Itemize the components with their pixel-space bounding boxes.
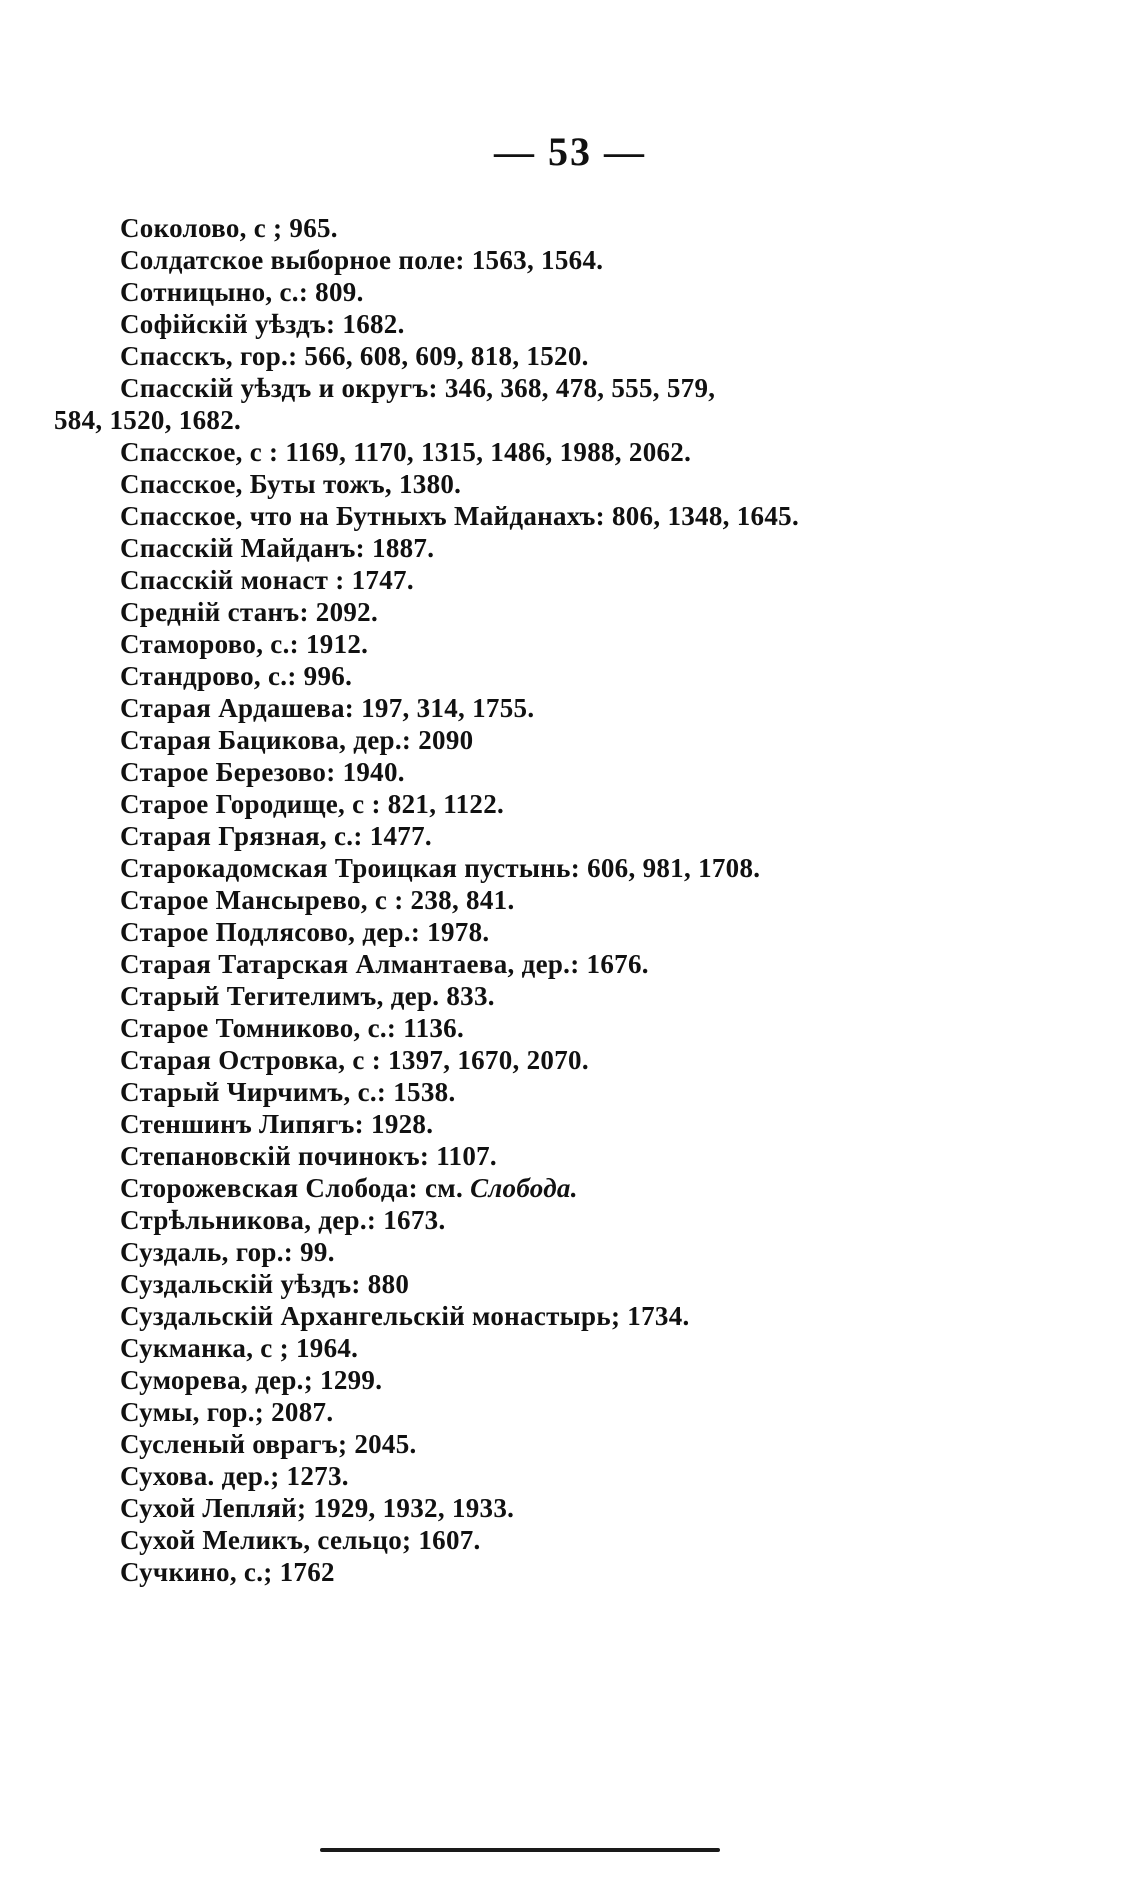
index-entry (120, 1012, 1040, 1044)
index-entry-text: Сухой Меликъ, сельцо; 1607. (120, 1525, 481, 1555)
index-entry (120, 532, 1040, 564)
index-entry-text: Суздаль, гор.: 99. (120, 1237, 335, 1267)
index-entry (120, 308, 1040, 340)
index-entry (120, 1460, 1040, 1492)
index-entry-text: Средній станъ: 2092. (120, 597, 379, 627)
index-entry-text: Сучкино, с.; 1762 (120, 1557, 335, 1587)
index-entry-text: Суздальскій Архангельскій монастырь; 1734. (120, 1301, 690, 1331)
index-entry-text: Сухова. дер.; 1273. (120, 1461, 349, 1491)
index-entry (120, 1044, 1040, 1076)
index-entry (120, 1492, 1040, 1524)
index-entry (120, 1140, 1040, 1172)
index-entry (120, 1364, 1040, 1396)
index-entry (120, 724, 1040, 756)
index-entry-text: Старая Грязная, с.: 1477. (120, 821, 432, 851)
index-entry-text: Спасскій уѣздъ и округъ: 346, 368, 478, 555, 579, (120, 373, 716, 403)
index-entry (120, 1332, 1040, 1364)
index-entry-text: Сухой Лепляй; 1929, 1932, 1933. (120, 1493, 515, 1523)
index-entry (120, 436, 1040, 468)
index-entry (120, 1556, 1040, 1588)
index-entry (120, 564, 1040, 596)
index-entry-text: Спасскъ, гор.: 566, 608, 609, 818, 1520. (120, 341, 589, 371)
index-entry-text: Спасское, Буты тожъ, 1380. (120, 469, 462, 499)
index-entry-cross-reference: Слобода. (470, 1173, 578, 1203)
index-entry-text: Спасское, что на Бутныхъ Майданахъ: 806, 1348, 1645. (120, 501, 799, 531)
index-entry (120, 852, 1040, 884)
index-entry (120, 212, 1040, 244)
index-entry (120, 756, 1040, 788)
index-entry (120, 1108, 1040, 1140)
index-entry-text: Софійскій уѣздъ: 1682. (120, 309, 405, 339)
index-entry-text: Спасскій Майданъ: 1887. (120, 533, 435, 563)
index-entry-list (54, 212, 1040, 1588)
page-number: — 53 — (494, 129, 646, 174)
index-entry-text: Суздальскій уѣздъ: 880 (120, 1269, 410, 1299)
index-entry-text: Старое Подлясово, дер.: 1978. (120, 917, 490, 947)
index-entry-text: Старая Ардашева: 197, 314, 1755. (120, 693, 535, 723)
index-entry (120, 884, 1040, 916)
index-entry-text: Старое Городище, с : 821, 1122. (120, 789, 505, 819)
index-entry (120, 1076, 1040, 1108)
index-entry-continuation: 584, 1520, 1682. (54, 405, 242, 435)
index-entry (120, 596, 1040, 628)
index-entry-text: Солдатское выборное поле: 1563, 1564. (120, 245, 604, 275)
index-entry (120, 788, 1040, 820)
index-entry-text: Соколово, с ; 965. (120, 213, 338, 243)
index-entry-text: Сукманка, с ; 1964. (120, 1333, 359, 1363)
index-entry-text: Сумы, гор.; 2087. (120, 1397, 334, 1427)
index-entry (120, 1428, 1040, 1460)
index-entry (120, 1396, 1040, 1428)
index-entry-text: Спасскій монаст : 1747. (120, 565, 414, 595)
index-entry-text: Стандрово, с.: 996. (120, 661, 353, 691)
index-entry (120, 1204, 1040, 1236)
index-entry-text: Старое Мансырево, с : 238, 841. (120, 885, 515, 915)
index-entry (120, 1268, 1040, 1300)
index-entry (120, 980, 1040, 1012)
index-entry-text: Сусленый оврагъ; 2045. (120, 1429, 417, 1459)
index-entry (120, 1236, 1040, 1268)
index-entry-text: Спасское, с : 1169, 1170, 1315, 1486, 1988, 2062. (120, 437, 692, 467)
index-entry (120, 948, 1040, 980)
index-entry (120, 500, 1040, 532)
index-entry (120, 660, 1040, 692)
index-entry (120, 692, 1040, 724)
bottom-rule (320, 1848, 720, 1852)
index-entry (120, 1172, 1040, 1204)
index-entry (120, 820, 1040, 852)
index-entry (120, 276, 1040, 308)
index-entry (120, 1524, 1040, 1556)
index-entry (120, 244, 1040, 276)
index-entry-text: Сотницыно, с.: 809. (120, 277, 364, 307)
index-entry (120, 468, 1040, 500)
index-entry-text: Стаморово, с.: 1912. (120, 629, 369, 659)
index-entry-text: Старая Татарская Алмантаева, дер.: 1676. (120, 949, 649, 979)
index-entry-text: Старая Островка, с : 1397, 1670, 2070. (120, 1045, 589, 1075)
index-entry (120, 628, 1040, 660)
index-entry-text: Старое Березово: 1940. (120, 757, 405, 787)
index-entry-text: Стеншинъ Липягъ: 1928. (120, 1109, 434, 1139)
index-entry-text: Стрѣльникова, дер.: 1673. (120, 1205, 446, 1235)
index-entry (120, 340, 1040, 372)
index-entry (120, 916, 1040, 948)
index-entry-text: Старое Томниково, с.: 1136. (120, 1013, 465, 1043)
index-entry-text: Степановскій починокъ: 1107. (120, 1141, 497, 1171)
index-entry-text: Суморева, дер.; 1299. (120, 1365, 383, 1395)
index-entry-text: Старокадомская Троицкая пустынь: 606, 981, 1708. (120, 853, 761, 883)
index-entry-text: Старая Бацикова, дер.: 2090 (120, 725, 474, 755)
index-entry (120, 1300, 1040, 1332)
index-entry-text: Сторожевская Слобода: см. (120, 1173, 471, 1203)
index-entry-text: Старый Чирчимъ, с.: 1538. (120, 1077, 456, 1107)
index-entry (54, 372, 1040, 436)
index-entry-text: Старый Тегителимъ, дер. 833. (120, 981, 495, 1011)
